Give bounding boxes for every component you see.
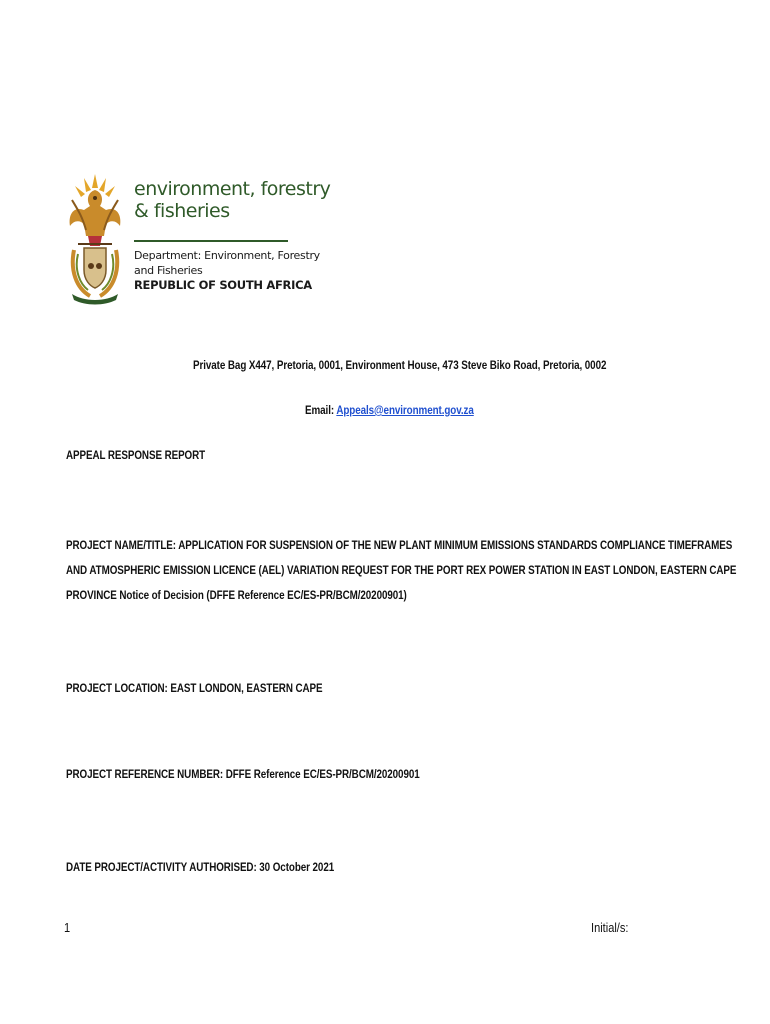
project-name-line3: PROVINCE Notice of Decision (DFFE Reference EC/ES-PR/BCM/20200901): [66, 588, 407, 602]
email-line: [305, 403, 474, 417]
report-title: APPEAL RESPONSE REPORT: [66, 448, 206, 462]
logo-department: [134, 248, 320, 293]
date-authorised: DATE PROJECT/ACTIVITY AUTHORISED: 30 October 2021: [66, 860, 335, 874]
page-number: 1: [64, 920, 71, 935]
logo-divider: [134, 240, 288, 242]
logo-title-line1: environment, forestry: [134, 178, 331, 200]
department-logo: [64, 170, 331, 308]
logo-country: REPUBLIC OF SOUTH AFRICA: [134, 278, 312, 292]
project-reference: PROJECT REFERENCE NUMBER: DFFE Reference EC/ES-PR/BCM/20200901: [66, 767, 420, 781]
logo-dept-line1: Department: Environment, Forestry: [134, 249, 320, 262]
project-name-line2: AND ATMOSPHERIC EMISSION LICENCE (AEL) VARIATION REQUEST FOR THE PORT REX POWER STATION IN EAST LONDON, EASTERN CAPE: [66, 563, 737, 577]
logo-dept-line2: and Fisheries: [134, 264, 203, 277]
initials-label: Initial/s:: [591, 920, 629, 935]
coat-of-arms-icon: [64, 170, 126, 306]
email-link[interactable]: Appeals@environment.gov.za: [336, 403, 474, 417]
project-name-line1: PROJECT NAME/TITLE: APPLICATION FOR SUSPENSION OF THE NEW PLANT MINIMUM EMISSIONS STANDARDS COMPLIANCE TIMEFRAMES: [66, 538, 733, 552]
logo-title: [134, 178, 330, 222]
logo-title-line2: & fisheries: [134, 200, 230, 222]
project-name: [66, 533, 737, 608]
email-label: Email:: [305, 403, 335, 417]
project-location: PROJECT LOCATION: EAST LONDON, EASTERN CAPE: [66, 681, 323, 695]
postal-address: Private Bag X447, Pretoria, 0001, Environment House, 473 Steve Biko Road, Pretoria, 0002: [193, 358, 607, 372]
